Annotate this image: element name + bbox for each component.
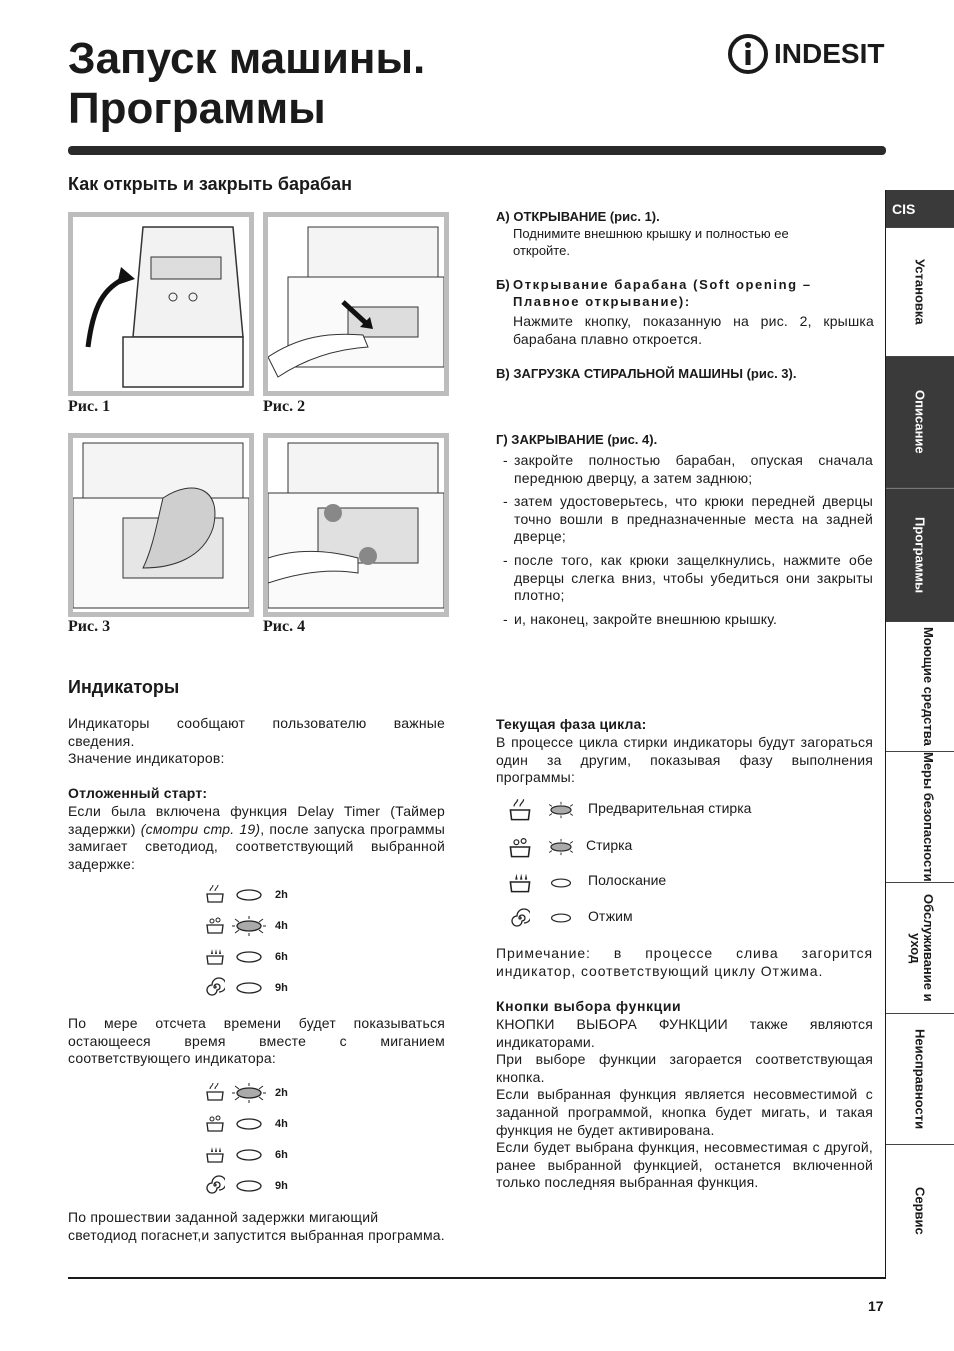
sidebar-item-service[interactable] [886, 1145, 954, 1277]
phase-label: Полоскание [588, 872, 667, 888]
buttons-title: Кнопки выбора функции [496, 998, 682, 1014]
phase-row [508, 835, 808, 859]
indicators-intro-line-2: Значение индикаторов: [68, 750, 225, 767]
prewash-icon [205, 1082, 225, 1102]
figure-4-image [263, 433, 449, 617]
led-off-icon [235, 950, 263, 964]
sidebar-item-label: Установка [912, 259, 928, 325]
sidebar-item-label: Обслуживание и уход [908, 894, 936, 1002]
note-text: Примечание: в процессе слива загорится индикатор, соответствующий циклу Отжима. [496, 945, 873, 979]
delay-title: Отложенный старт: [68, 785, 208, 801]
countdown-text: По мере отсчета времени будет показываться остающееся время вместе с миганием соответствующего индикатора: [68, 1015, 445, 1067]
buttons-paragraph: Если выбранная функция является несовместимой с заданной программой, кнопка будет мигать, и такая функция не будет активирована. [496, 1086, 873, 1138]
figure-4-caption: Рис. 4 [263, 618, 306, 635]
phase-row [508, 798, 808, 822]
wash-icon [205, 1113, 225, 1133]
phase-row [508, 906, 808, 930]
led-off-icon [550, 877, 572, 889]
buttons-text [496, 1016, 873, 1192]
spin-icon [510, 908, 530, 928]
phase-row [508, 870, 808, 894]
title-line-2: Программы [68, 84, 326, 133]
rinse-icon [508, 870, 532, 894]
led-on-icon [544, 837, 578, 857]
delay-text-part-2: , после запуска программы замигает светодиод, соответствующий выбранной задержке: [68, 820, 446, 872]
delay-text-part-1: Если была включена функция Delay Timer (Таймер задержки) [68, 803, 445, 837]
drum-heading: Как открыть и закрыть барабан [68, 174, 353, 194]
sidebar-item-label: Программы [912, 516, 928, 594]
rinse-icon [205, 1144, 225, 1164]
page-title [68, 34, 425, 134]
header-divider [68, 146, 886, 155]
step-v-title: В) ЗАГРУЗКА СТИРАЛЬНОЙ МАШИНЫ (рис. 3). [496, 366, 797, 381]
spin-icon [205, 1175, 225, 1195]
phase-text: В процессе цикла стирки индикаторы будут загораться один за другим, показывая фазу выполнения программы: [496, 734, 873, 786]
prewash-icon [508, 798, 532, 822]
step-b-title: Открывание барабана (Soft opening – Плавное открывание): [513, 277, 812, 309]
list-item: - закройте полностью барабан, опуская сначала переднюю дверцу, а затем заднюю; [496, 452, 873, 487]
sidebar-item-label: Меры безопасности [921, 752, 936, 882]
footer-divider [68, 1277, 886, 1279]
indicators-intro-line: Индикаторы сообщают пользователю важные сведения. [68, 715, 445, 749]
led-off-icon [235, 981, 263, 995]
sidebar-item-maintenance[interactable] [886, 883, 954, 1014]
figure-1-caption: Рис. 1 [68, 398, 111, 415]
indicator-label: 4h [275, 920, 288, 932]
sidebar-item-detergents[interactable] [886, 621, 954, 752]
list-item: - после того, как крюки защелкнулись, нажмите обе дверцы слегка вниз, чтобы убедиться они закрыты плотно; [496, 552, 873, 605]
figure-3-image [68, 433, 254, 617]
list-item: - затем удостоверьтесь, что крюки передней дверцы точно вошли в предназначенные места на задней дверце; [496, 493, 873, 546]
prewash-icon [205, 884, 225, 904]
buttons-paragraph: При выборе функции загорается соответствующая кнопка. [496, 1051, 873, 1085]
delay-text-reference: (смотри стр. 19) [140, 820, 261, 837]
sidebar-item-label: Описание [912, 390, 928, 454]
step-g-title: Г) ЗАКРЫВАНИЕ (рис. 4). [496, 432, 658, 447]
sidebar-item-label: Моющие средства [921, 626, 936, 746]
brand-logo [726, 32, 896, 76]
indicator-label: 9h [275, 1180, 288, 1192]
figure-1-image [68, 212, 254, 396]
figure-3-caption: Рис. 3 [68, 618, 111, 635]
delay-text [68, 803, 445, 873]
sidebar-item-troubleshooting[interactable] [886, 1014, 954, 1145]
sidebar-item-cis[interactable] [886, 190, 954, 228]
sidebar-item-label: Неисправности [912, 1028, 928, 1130]
buttons-paragraph: КНОПКИ ВЫБОРА ФУНКЦИИ также являются индикаторами. [496, 1016, 873, 1050]
sidebar-item-label: CIS [892, 200, 916, 217]
brand-logo-mark [726, 32, 770, 76]
step-a-title: А) ОТКРЫВАНИЕ (рис. 1). [496, 209, 660, 224]
led-off-icon [235, 888, 263, 902]
figure-2-image [263, 212, 449, 396]
sidebar-item-programs[interactable] [886, 488, 954, 622]
wash-icon [508, 835, 532, 859]
phase-label: Предварительная стирка [588, 800, 752, 816]
step-a-text: Поднимите внешнюю крышку и полностью ее откройте. [513, 226, 789, 258]
spin-icon [205, 977, 225, 997]
indicators-intro [68, 715, 445, 768]
title-line-1: Запуск машины. [68, 34, 426, 83]
list-item: - и, наконец, закройте внешнюю крышку. [496, 611, 873, 629]
sidebar-item-installation[interactable] [886, 228, 954, 357]
sidebar-item-safety[interactable] [886, 752, 954, 883]
wash-icon [205, 915, 225, 935]
indicator-label: 2h [275, 889, 288, 901]
indicator-label: 9h [275, 982, 288, 994]
phase-label: Отжим [588, 908, 633, 924]
led-off-icon [550, 912, 572, 924]
led-blinking-icon [231, 915, 267, 937]
step-b-prefix: Б) [496, 277, 510, 292]
led-off-icon [235, 1179, 263, 1193]
sidebar-nav [886, 190, 954, 1277]
brand-name: INDESIT [774, 38, 885, 69]
delay-indicators-2 [205, 1082, 305, 1202]
step-g-list [496, 452, 873, 634]
buttons-paragraph: Если будет выбрана функция, несовместимая с другой, ранее выбранной функцией, останется включенной только последняя выбранная функция. [496, 1139, 873, 1191]
phase-label: Стирка [586, 837, 633, 853]
step-b-text: Нажмите кнопку, показанную на рис. 2, крышка барабана плавно откроется. [513, 313, 874, 347]
final-text: По прошествии заданной задержки мигающий светодиод погаснет,и запустится выбранная программа. [68, 1209, 445, 1243]
sidebar-item-label: Сервис [912, 1187, 928, 1235]
delay-indicators-1 [205, 884, 305, 1004]
figure-2-caption: Рис. 2 [263, 398, 306, 415]
led-blinking-icon [231, 1082, 267, 1104]
indicator-label: 4h [275, 1118, 288, 1130]
indicator-label: 6h [275, 951, 288, 963]
sidebar-item-description[interactable] [886, 357, 954, 488]
indicator-label: 2h [275, 1087, 288, 1099]
indicators-heading: Индикаторы [68, 677, 180, 697]
led-off-icon [235, 1148, 263, 1162]
led-off-icon [235, 1117, 263, 1131]
page-number: 17 [868, 1298, 884, 1314]
phase-title: Текущая фаза цикла: [496, 716, 647, 732]
rinse-icon [205, 946, 225, 966]
indicator-label: 6h [275, 1149, 288, 1161]
led-on-icon [544, 800, 578, 820]
